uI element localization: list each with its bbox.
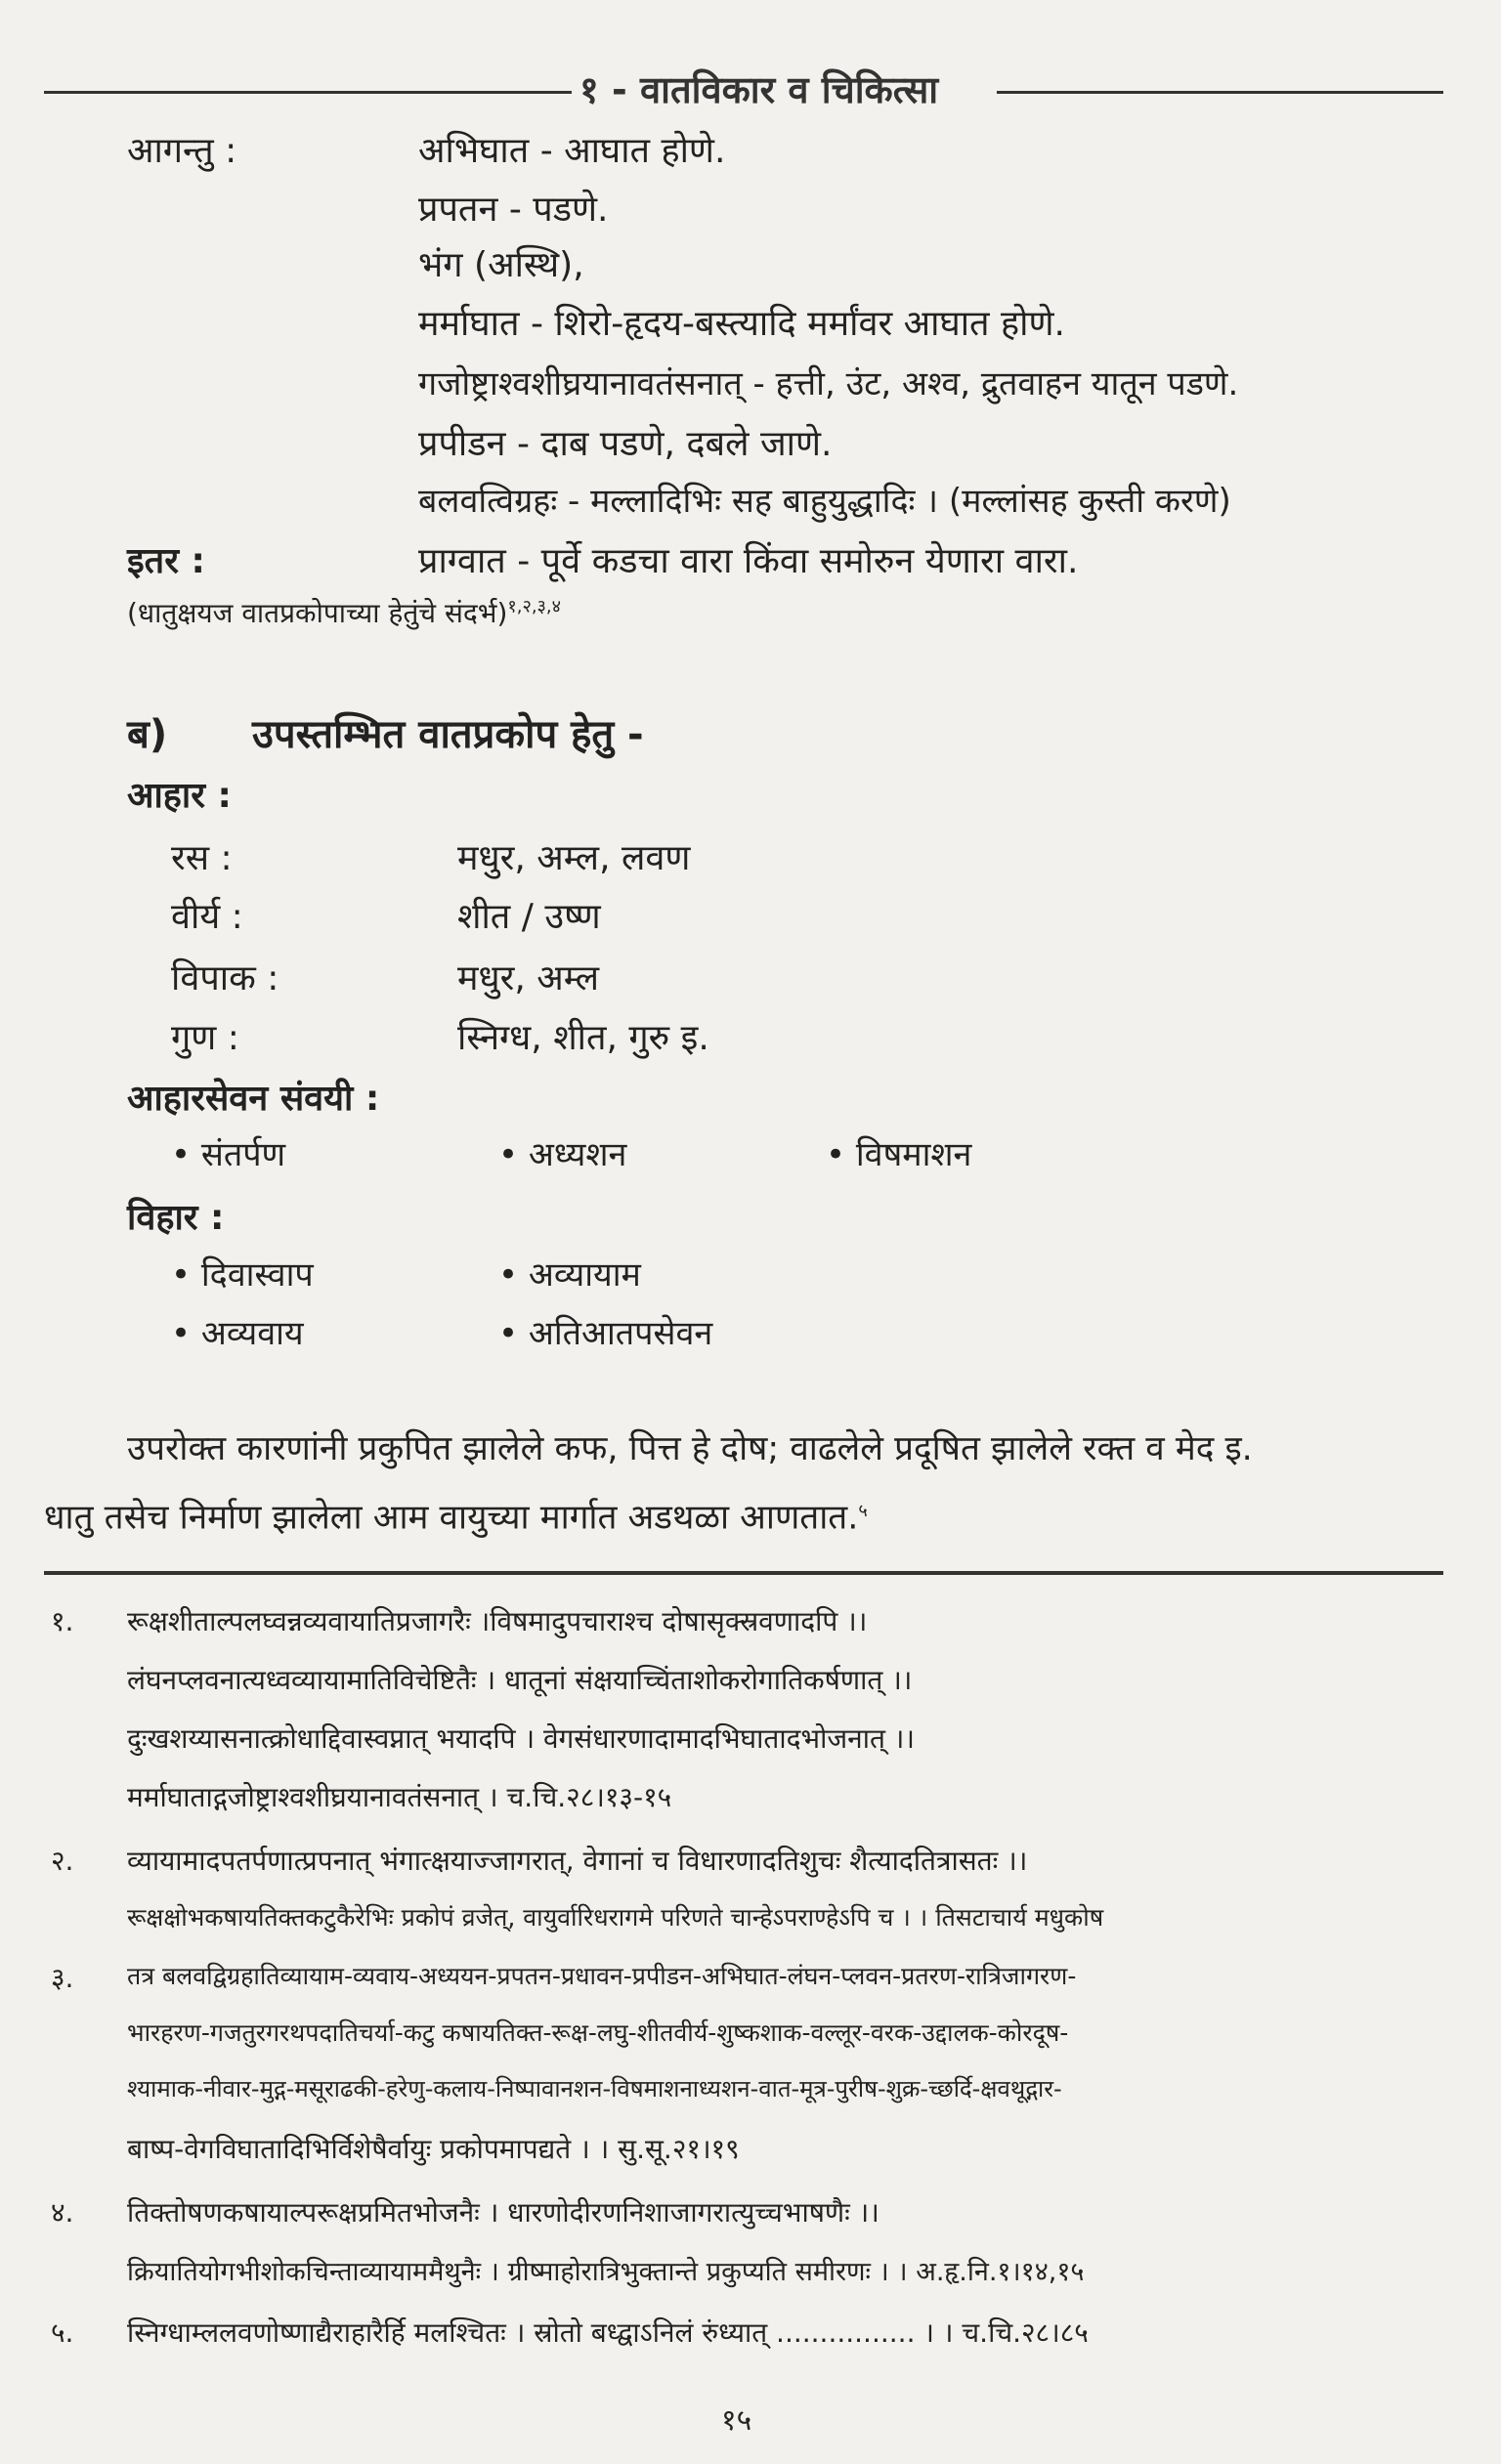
reference-note <box>127 594 561 631</box>
agantu-line: बलवत्विग्रहः - मल्लादिभिः सह बाहुयुद्धादिः । (मल्लांसह कुस्ती करणे) <box>418 482 1231 521</box>
ahar-value: शीत / उष्ण <box>457 897 601 937</box>
vihar-item: • अतिआतपसेवन <box>498 1314 713 1353</box>
paragraph-line: उपरोक्त कारणांनी प्रकुपित झालेले कफ, पित्त हे दोष; वाढलेले प्रदूषित झालेले रक्त व मेद इ. <box>127 1429 1253 1468</box>
ahar-label: आहार : <box>127 776 232 816</box>
ahar-key: गुण : <box>171 1018 239 1058</box>
footnote-line: तिक्तोषणकषायाल्परूक्षप्रमितभोजनैः । धारणोदीरणनिशाजागरात्युच्चभाषणैः ।। <box>127 2196 879 2229</box>
footnote-number: ४. <box>51 2196 74 2229</box>
ahar-value: स्निग्ध, शीत, गुरु इ. <box>457 1018 709 1058</box>
page-number: १५ <box>721 2403 752 2438</box>
header-rule-left <box>44 91 572 94</box>
footnote-line: तत्र बलवद्विग्रहातिव्यायाम-व्यवाय-अध्ययन-प्रपतन-प्रधावन-प्रपीडन-अभिघात-लंघन-प्लवन-प्रतरण-रात्रिजागरण- <box>127 1962 1077 1990</box>
footnote-number: ५. <box>51 2316 74 2349</box>
agantu-label: आगन्तु : <box>127 131 237 171</box>
footnote-line: रूक्षशीताल्पलघ्वन्नव्यवायातिप्रजागरैः ।विषमादुपचाराश्च दोषासृक्स्रवणादपि ।। <box>127 1605 868 1637</box>
agantu-line: गजोष्ट्राश्वशीघ्रयानावतंसनात् - हत्ती, उंट, अश्व, द्रुतवाहन यातून पडणे. <box>418 364 1239 404</box>
vihar-item: • अव्यायाम <box>498 1255 641 1295</box>
vihar-label: विहार : <box>127 1198 225 1238</box>
footnote-line: मर्माघाताद्गजोष्ट्राश्वशीघ्रयानावतंसनात् । च.चि.२८।१३-१५ <box>127 1781 672 1813</box>
section-b-number: ब) <box>127 712 168 757</box>
agantu-line: प्रपतन - पडणे. <box>418 190 609 230</box>
aharsevan-item: • अध्यशन <box>498 1135 627 1174</box>
footnote-number: १. <box>51 1605 74 1637</box>
ahar-value: मधुर, अम्ल <box>457 958 600 998</box>
itar-text: प्राग्वात - पूर्वे कडचा वारा किंवा समोरुन येणारा वारा. <box>418 541 1079 581</box>
footnote-line: क्रियातियोगभीशोकचिन्ताव्यायाममैथुनैः । ग्रीष्माहोरात्रिभुक्तान्ते प्रकुप्यति समीरणः । । अ.हृ.नि.१।१४,१५ <box>127 2257 1085 2287</box>
footnote-number: २. <box>51 1845 74 1877</box>
section-b-title: उपस्तम्भित वातप्रकोप हेतु - <box>252 712 644 757</box>
footnote-line: लंघनप्लवनात्यध्वव्यायामातिविचेष्टितैः । धातूनां संक्षयाच्चिंताशोकरोगातिकर्षणात् ।। <box>127 1664 913 1696</box>
footnote-line: बाष्प-वेगविघातादिभिर्विशेषैर्वायुः प्रकोपमापद्यते । । सु.सू.२१।१९ <box>127 2133 740 2165</box>
footnote-number: ३. <box>51 1962 74 1994</box>
footnote-line: रूक्षक्षोभकषायतिक्तकटुकैरेभिः प्रकोपं व्रजेत्, वायुर्वारिधरागमे परिणते चान्हेऽपराण्हेऽपि च । । तिसटाचार्य मधुकोष <box>127 1903 1104 1932</box>
footnote-line: भारहरण-गजतुरगरथपदातिचर्या-कटु कषायतिक्त-रूक्ष-लघु-शीतवीर्य-शुष्कशाक-वल्लूर-वरक-उद्दालक-कोरदूष- <box>127 2018 1069 2047</box>
paragraph-sup: ५ <box>858 1501 868 1521</box>
agantu-line: मर्माघात - शिरो-हृदय-बस्त्यादि मर्मांवर आघात होणे. <box>418 304 1065 344</box>
vihar-item: • अव्यवाय <box>171 1314 304 1353</box>
agantu-line: अभिघात - आघात होणे. <box>418 131 726 171</box>
footnote-line: दुःखशय्यासनात्क्रोधाद्दिवास्वप्नात् भयादपि । वेगसंधारणादामादभिघातादभोजनात् ।। <box>127 1722 916 1755</box>
chapter-title: १ - वातविकार व चिकित्सा <box>579 68 939 111</box>
ahar-key: विपाक : <box>171 958 279 998</box>
footnote-line: श्यामाक-नीवार-मुद्ग-मसूराढकी-हरेणु-कलाय-निष्पावानशन-विषमाशनाध्यशन-वात-मूत्र-पुरीष-शुक्र-च्छर्दि-क्षवथूद्गार- <box>127 2075 1062 2103</box>
reference-note-text: (धातुक्षयज वातप्रकोपाच्या हेतुंचे संदर्भ) <box>127 597 508 629</box>
paragraph-line: धातु तसेच निर्माण झालेला आम वायुच्या मार्गात अडथळा आणतात.$^५$ <box>44 1498 868 1538</box>
chapter-header <box>44 54 1443 122</box>
header-rule-right <box>997 91 1443 94</box>
itar-label: इतर : <box>127 541 205 581</box>
ahar-key: रस : <box>171 838 233 878</box>
footnote-separator <box>44 1571 1443 1575</box>
aharsevan-item: • विषमाशन <box>826 1135 972 1174</box>
vihar-item: • दिवास्वाप <box>171 1255 314 1295</box>
aharsevan-item: • संतर्पण <box>171 1135 286 1174</box>
footnote-line: व्यायामादपतर्पणात्प्रपनात् भंगात्क्षयाज्जागरात्, वेगानां च विधारणादतिशुचः शैत्यादतित्रासतः ।। <box>127 1845 1028 1877</box>
agantu-line: भंग (अस्थि), <box>418 245 584 285</box>
agantu-line: प्रपीडन - दाब पडणे, दबले जाणे. <box>418 424 833 464</box>
ahar-value: मधुर, अम्ल, लवण <box>457 838 691 878</box>
footnote-line: स्निग्धाम्ललवणोष्णाद्यैराहारैर्हि मलश्चितः । स्रोतो बध्द्वाऽनिलं रुंध्यात् ................ । । च.चि.२८।८५ <box>127 2316 1089 2349</box>
reference-note-sup: १,२,३,४ <box>507 596 561 617</box>
aharsevan-label: आहारसेवन संवयी : <box>127 1079 380 1119</box>
ahar-key: वीर्य : <box>171 897 243 937</box>
